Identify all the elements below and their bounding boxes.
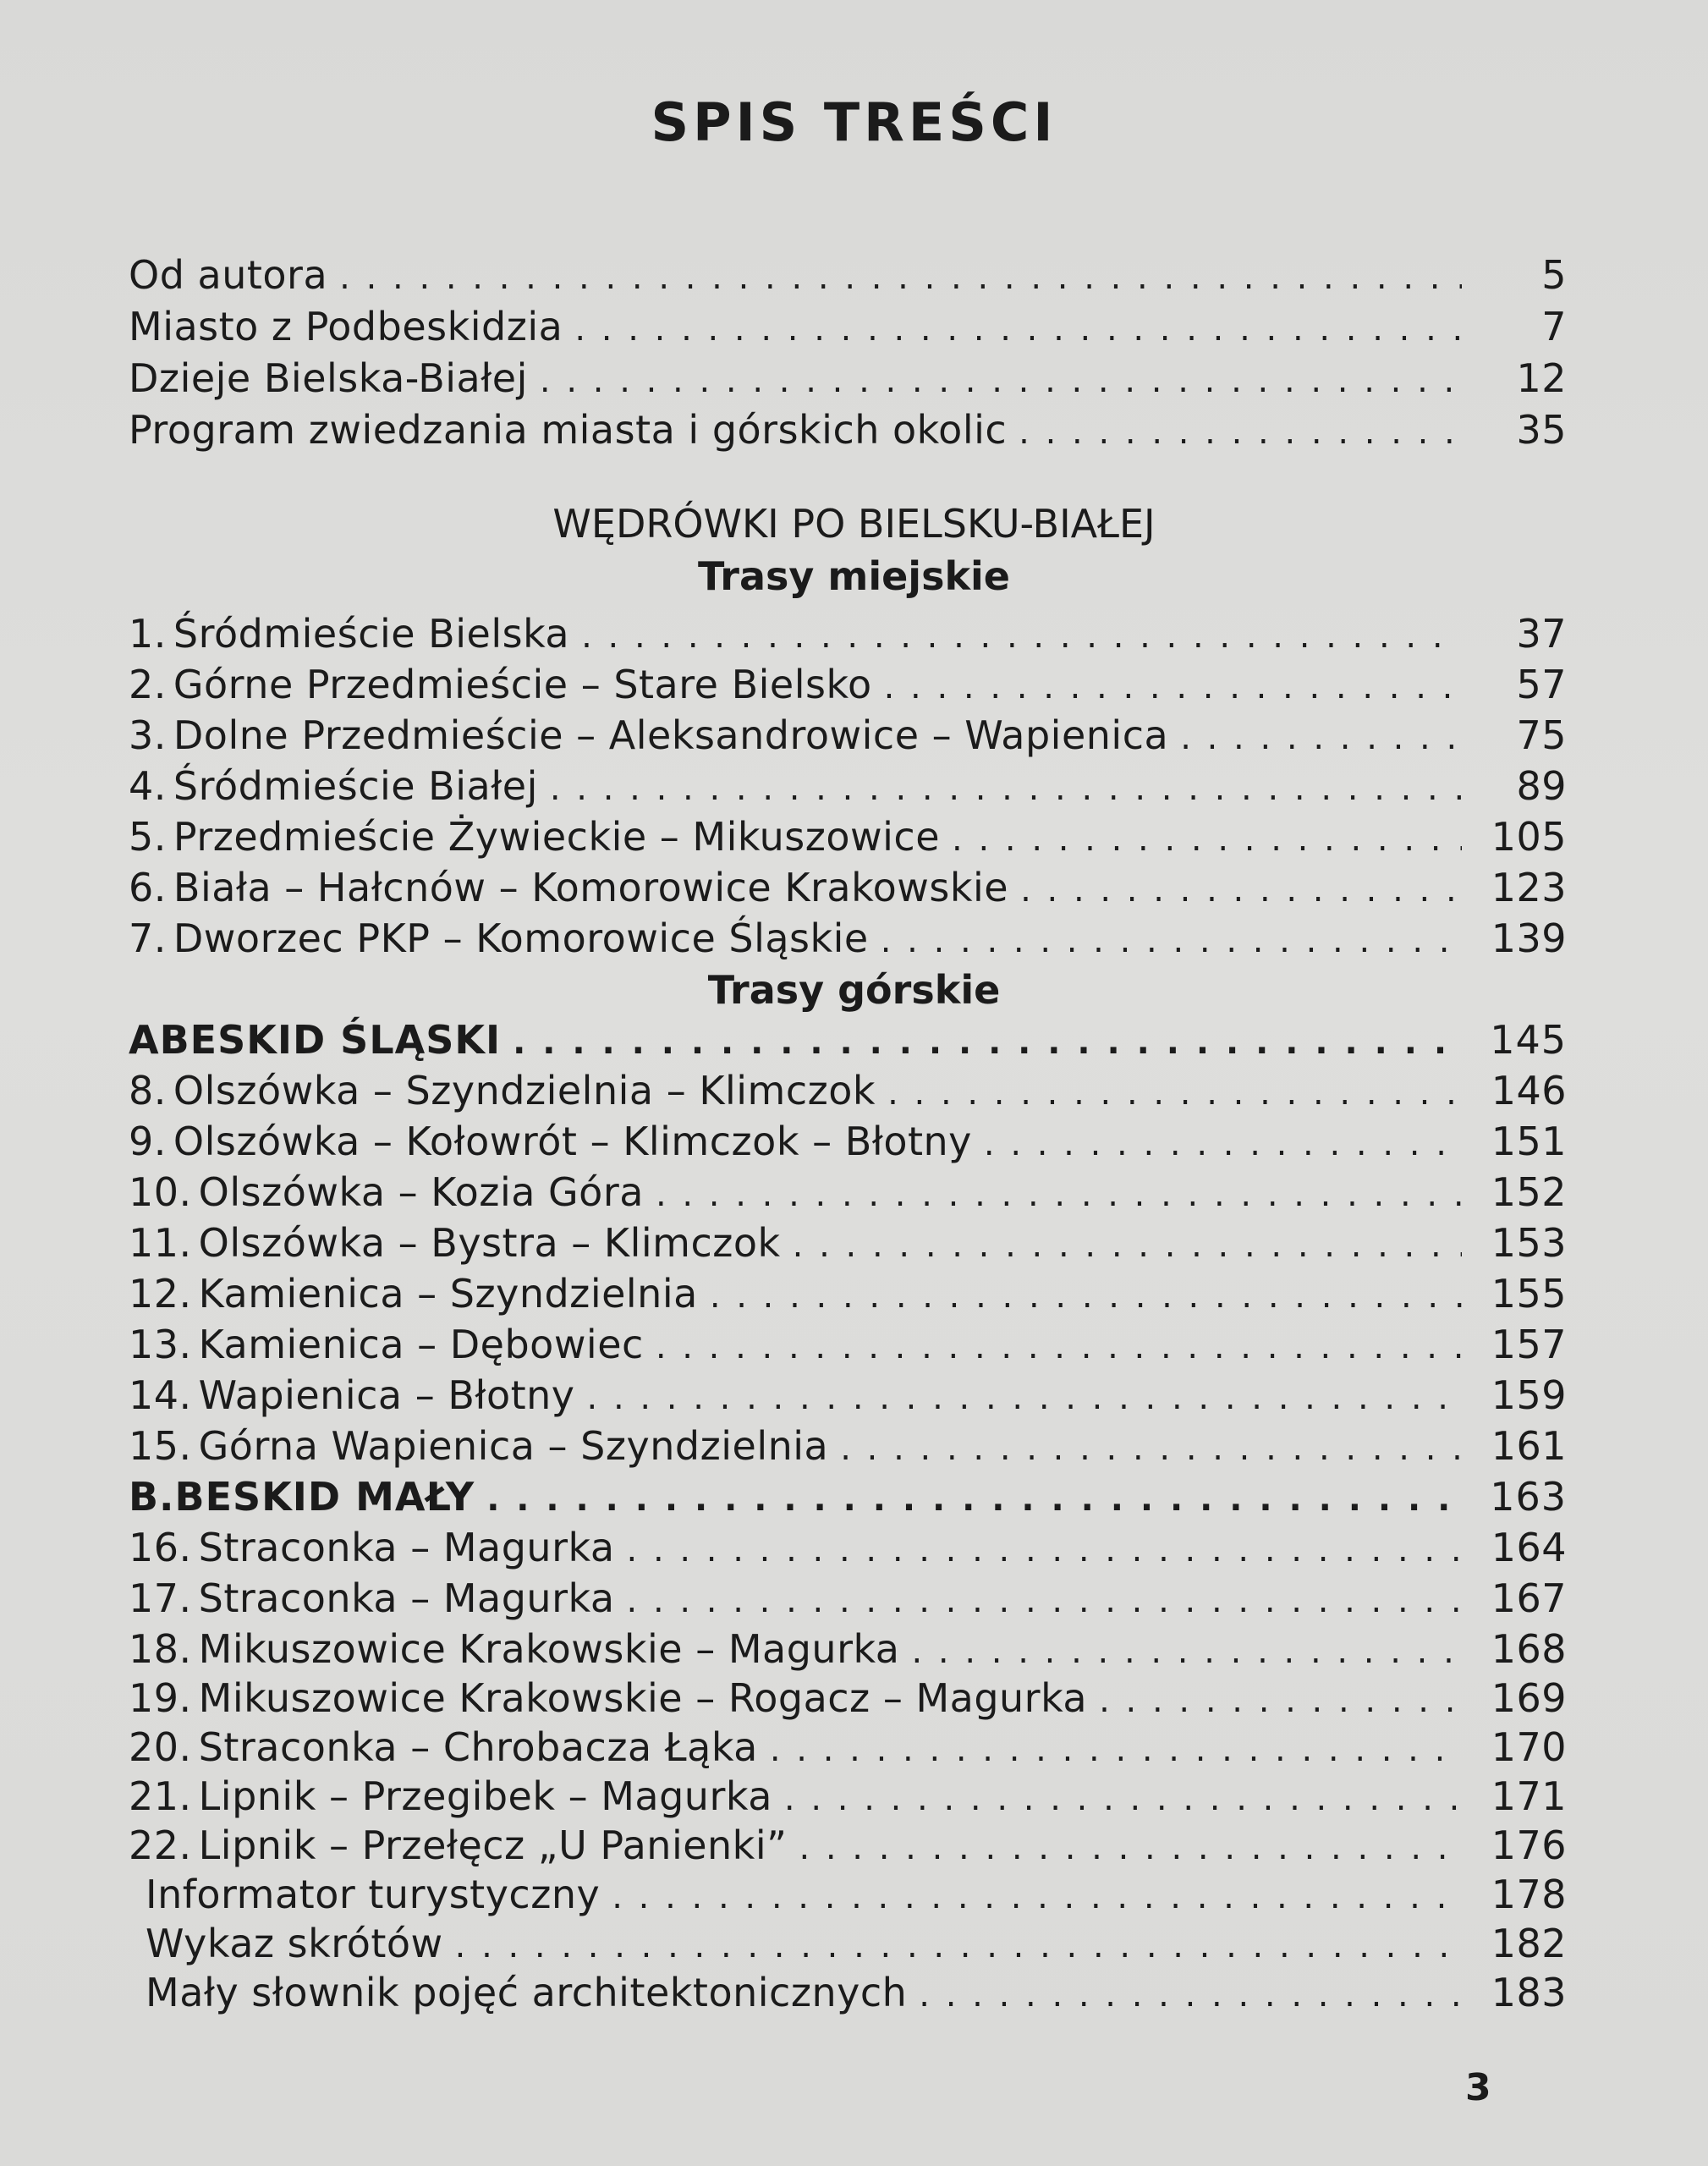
entry-label: Dzieje Bielska-Białej	[129, 355, 528, 401]
entry-label: Kamienica – Dębowiec	[198, 1322, 644, 1367]
entry-page: 170	[1491, 1724, 1567, 1770]
leader-dots	[587, 1373, 1462, 1422]
entry-label: Straconka – Magurka	[198, 1575, 615, 1621]
entry-label: Przedmieście Żywieckie – Mikuszowice	[173, 814, 941, 860]
entry-number: 18.	[129, 1626, 192, 1672]
part-heading: WĘDRÓWKI PO BIELSKU-BIAŁEJ	[552, 501, 1156, 547]
entry-label: Kamienica – Szyndzielnia	[198, 1271, 698, 1317]
entry-page: 168	[1491, 1626, 1567, 1672]
section-letter: B.	[129, 1474, 175, 1520]
toc-entry	[129, 1624, 1567, 1674]
entry-number: 4.	[129, 763, 167, 809]
toc-entry	[129, 609, 1567, 658]
entry-label: Program zwiedzania miasta i górskich okolic	[129, 407, 1008, 453]
entry-label: Informator turystyczny	[146, 1872, 601, 1917]
leader-dots	[840, 1424, 1462, 1473]
entry-page: 123	[1491, 865, 1567, 910]
entry-page: 169	[1491, 1675, 1567, 1721]
entry-page: 57	[1516, 662, 1567, 707]
entry-label: Olszówka – Kołowrót – Klimczok – Błotny	[173, 1119, 972, 1164]
leader-dots	[1099, 1676, 1462, 1725]
toc-entry	[129, 1674, 1567, 1723]
toc-entry	[129, 1723, 1567, 1772]
leader-dots	[486, 1475, 1462, 1524]
entry-page: 178	[1491, 1872, 1567, 1917]
entry-page: 5	[1541, 252, 1567, 298]
entry-page: 161	[1491, 1423, 1567, 1469]
entry-page: 182	[1491, 1921, 1567, 1966]
entry-page: 183	[1491, 1970, 1567, 2015]
leader-dots	[919, 1971, 1462, 2020]
leader-dots	[793, 1221, 1462, 1270]
entry-label: Olszówka – Bystra – Klimczok	[198, 1220, 781, 1266]
entry-label: Straconka – Chrobacza Łąka	[198, 1724, 758, 1770]
entry-page: 164	[1491, 1525, 1567, 1570]
leader-dots	[627, 1526, 1462, 1575]
leader-dots	[881, 916, 1462, 965]
toc-entry	[129, 1574, 1567, 1623]
entry-number: 6.	[129, 865, 167, 910]
toc-entry	[129, 1320, 1567, 1369]
toc-entry	[129, 1371, 1567, 1420]
section-label: BESKID MAŁY	[174, 1474, 475, 1520]
entry-label: Górna Wapienica – Szyndzielnia	[198, 1423, 829, 1469]
toc-entry	[129, 354, 1567, 403]
toc-entry	[129, 1523, 1567, 1572]
leader-dots	[912, 1627, 1463, 1676]
toc-entry	[146, 1968, 1567, 2017]
entry-number: 3.	[129, 712, 167, 758]
toc-entry	[129, 1421, 1567, 1471]
entry-page: 12	[1516, 355, 1567, 401]
page-number: 3	[1465, 2066, 1491, 2109]
entry-number: 12.	[129, 1271, 192, 1317]
leader-dots	[884, 662, 1462, 712]
entry-page: 151	[1491, 1119, 1567, 1164]
section-entry	[129, 1472, 1567, 1521]
toc-entry	[129, 250, 1567, 300]
toc-entry	[129, 914, 1567, 963]
toc-entry	[146, 1919, 1567, 1968]
mountain-routes-heading: Trasy górskie	[707, 967, 1001, 1013]
toc-entry	[146, 1870, 1567, 1919]
entry-number: 19.	[129, 1675, 192, 1721]
entry-label: Lipnik – Przełęcz „U Panienki”	[198, 1822, 788, 1868]
leader-dots	[581, 612, 1462, 661]
entry-page: 146	[1491, 1068, 1567, 1113]
entry-page: 167	[1491, 1575, 1567, 1621]
entry-label: Olszówka – Szyndzielnia – Klimczok	[173, 1068, 876, 1113]
entry-number: 7.	[129, 915, 167, 961]
entry-page: 176	[1491, 1822, 1567, 1868]
entry-number: 15.	[129, 1423, 192, 1469]
entry-label: Mikuszowice Krakowskie – Rogacz – Magurka	[198, 1675, 1088, 1721]
leader-dots	[656, 1322, 1462, 1372]
entry-page: 171	[1491, 1773, 1567, 1819]
leader-dots	[1180, 713, 1462, 762]
leader-dots	[513, 1018, 1462, 1067]
leader-dots	[984, 1119, 1462, 1168]
entry-page: 75	[1516, 712, 1567, 758]
page-title: SPIS TREŚCI	[651, 91, 1057, 153]
leader-dots	[799, 1823, 1462, 1872]
leader-dots	[887, 1069, 1462, 1118]
toc-entry	[129, 711, 1567, 760]
city-routes-heading: Trasy miejskie	[697, 553, 1011, 599]
leader-dots	[540, 356, 1462, 405]
leader-dots	[656, 1170, 1462, 1219]
leader-dots	[1019, 408, 1462, 457]
entry-label: Lipnik – Przegibek – Magurka	[198, 1773, 772, 1819]
entry-number: 8.	[129, 1068, 167, 1113]
entry-label: Wykaz skrótów	[146, 1921, 443, 1966]
entry-label: Mały słownik pojęć architektonicznych	[146, 1970, 908, 2015]
entry-page: 105	[1491, 814, 1567, 860]
entry-number: 14.	[129, 1372, 192, 1418]
entry-page: 89	[1516, 763, 1567, 809]
entry-page: 155	[1491, 1271, 1567, 1317]
entry-number: 1.	[129, 611, 167, 657]
leader-dots	[770, 1725, 1462, 1774]
toc-entry	[129, 1821, 1567, 1870]
toc-entry	[129, 1772, 1567, 1821]
entry-number: 22.	[129, 1822, 192, 1868]
entry-page: 152	[1491, 1169, 1567, 1215]
leader-dots	[612, 1872, 1462, 1921]
entry-page: 37	[1516, 611, 1567, 657]
toc-entry	[129, 302, 1567, 351]
entry-page: 35	[1516, 407, 1567, 453]
section-page: 145	[1490, 1017, 1567, 1063]
toc-entry	[129, 1066, 1567, 1115]
entry-number: 5.	[129, 814, 167, 860]
entry-number: 13.	[129, 1322, 192, 1367]
entry-number: 10.	[129, 1169, 192, 1215]
leader-dots	[455, 1921, 1462, 1971]
entry-label: Miasto z Podbeskidzia	[129, 304, 563, 349]
entry-label: Dworzec PKP – Komorowice Śląskie	[173, 915, 869, 961]
leader-dots	[1020, 866, 1462, 915]
entry-number: 17.	[129, 1575, 192, 1621]
leader-dots	[952, 815, 1462, 864]
entry-number: 11.	[129, 1220, 192, 1266]
entry-number: 2.	[129, 662, 167, 707]
entry-number: 9.	[129, 1119, 167, 1164]
entry-label: Górne Przedmieście – Stare Bielsko	[173, 662, 872, 707]
leader-dots	[574, 305, 1462, 354]
entry-page: 7	[1541, 304, 1567, 349]
leader-dots	[627, 1576, 1462, 1625]
entry-label: Straconka – Magurka	[198, 1525, 615, 1570]
toc-entry	[129, 1117, 1567, 1166]
section-letter: A	[129, 1017, 160, 1063]
entry-label: Od autora	[129, 252, 328, 298]
toc-entry	[129, 405, 1567, 454]
entry-label: Śródmieście Białej	[173, 763, 538, 809]
entry-page: 153	[1491, 1220, 1567, 1266]
entry-label: Olszówka – Kozia Góra	[198, 1169, 644, 1215]
entry-page: 139	[1491, 915, 1567, 961]
toc-entry	[129, 812, 1567, 861]
leader-dots	[784, 1774, 1462, 1823]
entry-label: Dolne Przedmieście – Aleksandrowice – Wapienica	[173, 712, 1169, 758]
entry-page: 157	[1491, 1322, 1567, 1367]
toc-entry	[129, 1168, 1567, 1217]
toc-entry	[129, 863, 1567, 912]
section-entry	[129, 1015, 1567, 1064]
entry-label: Biała – Hałcnów – Komorowice Krakowskie	[173, 865, 1009, 910]
entry-number: 16.	[129, 1525, 192, 1570]
entry-number: 20.	[129, 1724, 192, 1770]
leader-dots	[550, 764, 1462, 813]
entry-label: Wapienica – Błotny	[198, 1372, 575, 1418]
toc-entry	[129, 761, 1567, 811]
toc-entry	[129, 660, 1567, 709]
leader-dots	[339, 253, 1462, 302]
leader-dots	[710, 1272, 1462, 1321]
toc-entry	[129, 1218, 1567, 1267]
entry-label: Mikuszowice Krakowskie – Magurka	[198, 1626, 900, 1672]
section-page: 163	[1490, 1474, 1567, 1520]
section-label: BESKID ŚLĄSKI	[159, 1017, 502, 1063]
entry-page: 159	[1491, 1372, 1567, 1418]
entry-label: Śródmieście Bielska	[173, 611, 570, 657]
toc-entry	[129, 1269, 1567, 1318]
entry-number: 21.	[129, 1773, 192, 1819]
